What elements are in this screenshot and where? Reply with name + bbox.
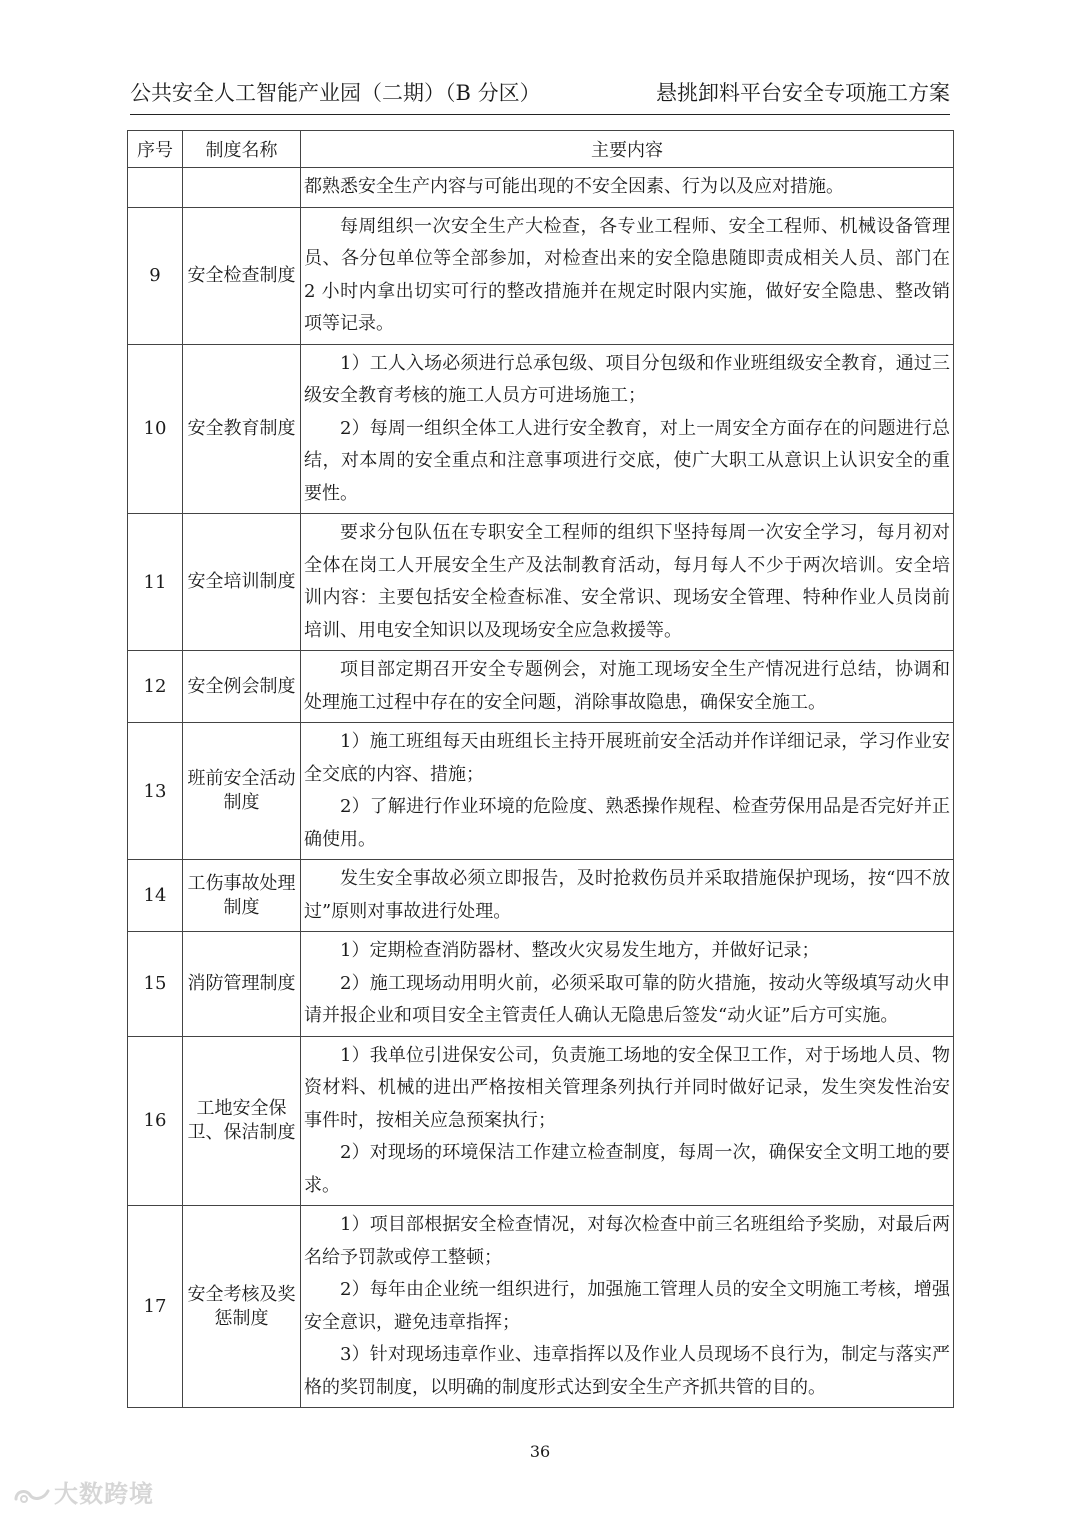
regulation-content [301, 1206, 954, 1408]
logo-icon [14, 1485, 50, 1505]
row-number: 14 [128, 860, 183, 932]
row-number: 10 [128, 344, 183, 514]
regulation-name: 消防管理制度 [183, 932, 301, 1037]
regulation-content [301, 651, 954, 723]
content-paragraph: 2）了解进行作业环境的危险度、熟悉操作规程、检查劳保用品是否完好并正确使用。 [304, 796, 950, 850]
table-row [128, 932, 954, 1037]
watermark [14, 1474, 154, 1509]
row-number: 17 [128, 1206, 183, 1408]
content-paragraph: 3）针对现场违章作业、违章指挥以及作业人员现场不良行为，制定与落实严格的奖罚制度，以明确的制度形式达到安全生产齐抓共管的目的。 [304, 1344, 950, 1398]
regulation-content [301, 860, 954, 932]
content-paragraph: 1）工人入场必须进行总承包级、项目分包级和作业班组级安全教育，通过三级安全教育考核的施工人员方可进场施工； [304, 352, 950, 406]
regulation-name: 安全教育制度 [183, 344, 301, 514]
regulation-content [301, 514, 954, 651]
column-header-number: 序号 [128, 131, 183, 168]
page-header [130, 78, 950, 115]
row-number: 16 [128, 1036, 183, 1206]
regulation-name: 工伤事故处理制度 [183, 860, 301, 932]
regulation-content [301, 932, 954, 1037]
continuation-text: 都熟悉安全生产内容与可能出现的不安全因素、行为以及应对措施。 [304, 176, 844, 197]
content-paragraph: 1）项目部根据安全检查情况，对每次检查中前三名班组给予奖励，对最后两名给予罚款或停工整顿； [304, 1214, 950, 1268]
content-paragraph: 1）我单位引进保安公司，负责施工场地的安全保卫工作，对于场地人员、物资材料、机械的进出严格按相关管理条列执行并同时做好记录，发生突发性治安事件时，按相关应急预案执行； [304, 1044, 950, 1131]
content-paragraph: 2）每周一组织全体工人进行安全教育，对上一周安全方面存在的问题进行总结，对本周的安全重点和注意事项进行交底，使广大职工从意识上认识安全的重要性。 [304, 417, 950, 504]
content-paragraph: 要求分包队伍在专职安全工程师的组织下坚持每周一次安全学习，每月初对全体在岗工人开展安全生产及法制教育活动，每月每人不少于两次培训。安全培训内容：主要包括安全检查标准、安全常识、现场安全管理、特种作业人员岗前培训、用电安全知识以及现场安全应急救援等。 [304, 522, 950, 641]
regulation-name: 安全检查制度 [183, 207, 301, 344]
regulation-name: 工地安全保卫、保洁制度 [183, 1036, 301, 1206]
content-paragraph: 发生安全事故必须立即报告，及时抢救伤员并采取措施保护现场，按“四不放过”原则对事故进行处理。 [304, 868, 950, 922]
content-paragraph: 项目部定期召开安全专题例会，对施工现场安全生产情况进行总结，协调和处理施工过程中存在的安全问题，消除事故隐患，确保安全施工。 [304, 659, 950, 713]
regulation-name: 安全考核及奖惩制度 [183, 1206, 301, 1408]
regulation-content [301, 207, 954, 344]
header-project-title: 公共安全人工智能产业园（二期）（B 分区） [130, 81, 541, 105]
column-header-content: 主要内容 [301, 131, 954, 168]
table-row [128, 207, 954, 344]
regulation-name: 安全培训制度 [183, 514, 301, 651]
regulation-name: 班前安全活动制度 [183, 723, 301, 860]
table-row [128, 860, 954, 932]
regulation-content [301, 1036, 954, 1206]
header-document-title: 悬挑卸料平台安全专项施工方案 [656, 81, 950, 105]
content-paragraph: 2）对现场的环境保洁工作建立检查制度，每周一次，确保安全文明工地的要求。 [304, 1142, 950, 1196]
regulations-table [127, 130, 954, 1408]
page-number: 36 [529, 1442, 551, 1461]
table-header-row [128, 131, 954, 168]
column-header-name: 制度名称 [183, 131, 301, 168]
table-row [128, 344, 954, 514]
table-row [128, 651, 954, 723]
table-row [128, 723, 954, 860]
regulation-name: 安全例会制度 [183, 651, 301, 723]
content-paragraph: 2）施工现场动用明火前，必须采取可靠的防火措施，按动火等级填写动火申请并报企业和项目安全主管责任人确认无隐患后签发“动火证”后方可实施。 [304, 972, 950, 1026]
row-number: 11 [128, 514, 183, 651]
regulation-content [301, 723, 954, 860]
row-number: 13 [128, 723, 183, 860]
row-number: 12 [128, 651, 183, 723]
table-row [128, 1036, 954, 1206]
regulation-content [301, 344, 954, 514]
watermark-text: 大数跨境 [54, 1480, 154, 1508]
row-number: 9 [128, 207, 183, 344]
table-row [128, 514, 954, 651]
table-row [128, 1206, 954, 1408]
content-paragraph: 2）每年由企业统一组织进行，加强施工管理人员的安全文明施工考核，增强安全意识，避免违章指挥； [304, 1279, 950, 1333]
continuation-row [128, 168, 954, 208]
content-paragraph: 每周组织一次安全生产大检查，各专业工程师、安全工程师、机械设备管理员、各分包单位等全部参加，对检查出来的安全隐患随即责成相关人员、部门在 2 小时内拿出切实可行的整改措施并在规定时限内实施，做好安全隐患、整改销项等记录。 [304, 215, 950, 334]
content-paragraph: 1）定期检查消防器材、整改火灾易发生地方，并做好记录； [340, 940, 820, 961]
row-number: 15 [128, 932, 183, 1037]
content-paragraph: 1）施工班组每天由班组长主持开展班前安全活动并作详细记录，学习作业安全交底的内容、措施； [304, 731, 950, 785]
